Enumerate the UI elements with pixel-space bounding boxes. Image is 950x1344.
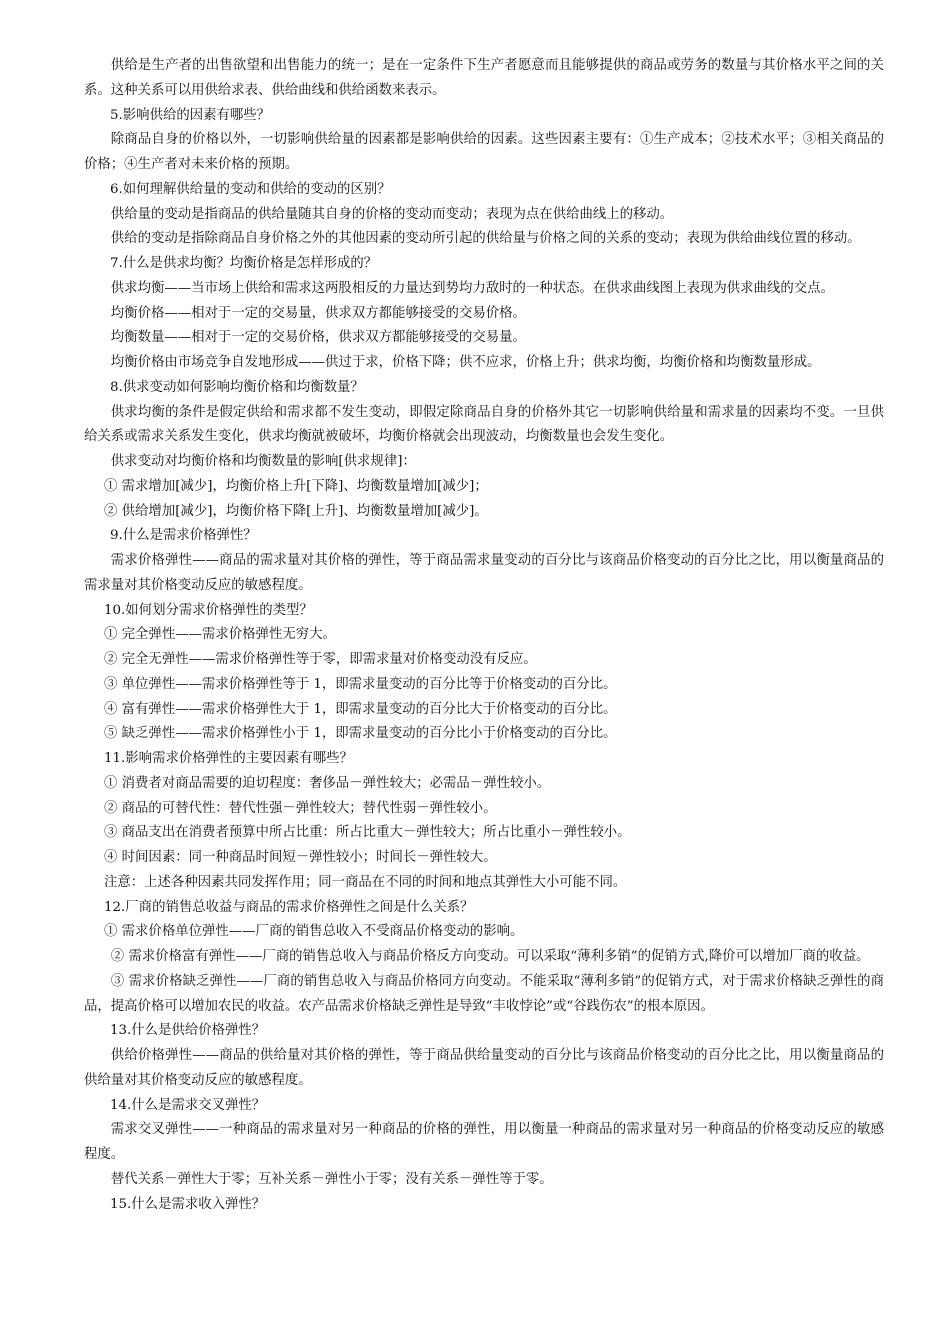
paragraph: 均衡价格——相对于一定的交易量，供求双方都能够接受的交易价格。 <box>110 305 526 321</box>
list-item: ④ 富有弹性——需求价格弹性大于 1，即需求量变动的百分比大于价格变动的百分比。 <box>104 701 617 717</box>
question-heading: 6.如何理解供给量的变动和供给的变动的区别？ <box>110 181 391 197</box>
paragraph: ② 需求价格富有弹性——厂商的销售总收入与商品价格反方向变动。可以采取“薄利多销”的促销方式,降价可以增加厂商的收益。 <box>110 949 870 964</box>
paragraph: 替代关系－弹性大于零；互补关系－弹性小于零；没有关系－弹性等于零。 <box>110 1171 553 1187</box>
list-item: 注意：上述各种因素共同发挥作用；同一商品在不同的时间和地点其弹性大小可能不同。 <box>104 874 627 890</box>
question-heading: 7.什么是供求均衡？均衡价格是怎样形成的？ <box>110 256 378 271</box>
question-heading: 13.什么是供给价格弹性？ <box>110 1023 266 1039</box>
paragraph: 均衡数量——相对于一定的交易价格，供求双方都能够接受的交易量。 <box>110 330 526 346</box>
paragraph: ③ 需求价格缺乏弹性——厂商的销售总收入与商品价格同方向变动。不能采取“薄利多销”的促销方式，对于需求价格缺乏弹性的商品，提高价格可以增加农民的收益。农产品需求价格缺乏弹性是导致“丰收悖论”或“谷践伤农”的根本原因。 <box>84 973 884 1014</box>
question-heading: 8.供求变动如何影响均衡价格和均衡数量？ <box>110 379 364 395</box>
list-item: ③ 单位弹性——需求价格弹性等于 1，即需求量变动的百分比等于价格变动的百分比。 <box>104 676 617 692</box>
paragraph: 均衡价格由市场竞争自发地形成——供过于求，价格下降；供不应求，价格上升；供求均衡，均衡价格和均衡数量形成。 <box>110 355 821 370</box>
list-item: ② 商品的可替代性：替代性强－弹性较大；替代性弱－弹性较小。 <box>104 800 497 816</box>
list-item: ④ 时间因素：同一种商品时间短－弹性较小；时间长－弹性较大。 <box>104 850 497 865</box>
question-heading: 9.什么是需求价格弹性？ <box>110 528 257 544</box>
question-heading: 15.什么是需求收入弹性？ <box>110 1196 266 1212</box>
list-item: ① 需求增加[减少]，均衡价格上升[下降]、均衡数量增加[减少]； <box>104 478 488 494</box>
paragraph: 供求变动对均衡价格和均衡数量的影响[供求规律]： <box>110 454 416 469</box>
paragraph: 供给量的变动是指商品的供给量随其自身的价格的变动而变动；表现为点在供给曲线上的移动。 <box>110 206 674 222</box>
list-item: 11.影响需求价格弹性的主要因素有哪些？ <box>104 751 353 766</box>
paragraph: 除商品自身的价格以外，一切影响供给量的因素都是影响供给的因素。这些因素主要有：①生产成本；②技术水平；③相关商品的价格；④生产者对未来价格的预期。 <box>84 132 884 172</box>
list-item: ② 供给增加[减少]，均衡价格下降[上升]、均衡数量增加[减少]。 <box>104 503 488 519</box>
paragraph: 供给是生产者的出售欲望和出售能力的统一；是在一定条件下生产者愿意而且能够提供的商品或劳务的数量与其价格水平之间的关系。这种关系可以用供给求表、供给曲线和供给函数来表示。 <box>84 58 884 98</box>
list-item: 10.如何划分需求价格弹性的类型？ <box>104 602 313 618</box>
list-item: ③ 商品支出在消费者预算中所占比重：所占比重大－弹性较大；所占比重小－弹性较小。 <box>104 825 631 841</box>
paragraph: 需求交叉弹性——一种商品的需求量对另一种商品的价格的弹性，用以衡量一种商品的需求量对另一种商品的价格变动反应的敏感程度。 <box>84 1122 884 1162</box>
paragraph: 供给价格弹性——商品的供给量对其价格的弹性，等于商品供给量变动的百分比与该商品价格变动的百分比之比，用以衡量商品的供给量对其价格变动反应的敏感程度。 <box>84 1048 884 1088</box>
list-item: ② 完全无弹性——需求价格弹性等于零，即需求量对价格变动没有反应。 <box>104 652 537 667</box>
list-item: ① 消费者对商品需要的迫切程度：奢侈品－弹性较大；必需品－弹性较小。 <box>104 775 551 791</box>
paragraph: 供求均衡——当市场上供给和需求这两股相反的力量达到势均力敌时的一种状态。在供求曲线图上表现为供求曲线的交点。 <box>110 280 834 296</box>
paragraph: 供求均衡的条件是假定供给和需求都不发生变动，即假定除商品自身的价格外其它一切影响供给量和需求量的因素均不变。一旦供给关系或需求关系发生变化，供求均衡就被破坏，均衡价格就会出现波动，均衡数量也会发生变化。 <box>84 404 884 445</box>
paragraph: 需求价格弹性——商品的需求量对其价格的弹性，等于商品需求量变动的百分比与该商品价格变动的百分比之比，用以衡量商品的需求量对其价格变动反应的敏感程度。 <box>84 553 884 593</box>
question-heading: 5.影响供给的因素有哪些？ <box>110 107 271 123</box>
list-item: ① 完全弹性——需求价格弹性无穷大。 <box>104 627 336 643</box>
document-body <box>84 54 884 1217</box>
paragraph: 供给的变动是指除商品自身价格之外的其他因素的变动所引起的供给量与价格之间的关系的变动；表现为供给曲线位置的移动。 <box>110 231 861 247</box>
list-item: ⑤ 缺乏弹性——需求价格弹性小于 1，即需求量变动的百分比小于价格变动的百分比。 <box>104 726 617 742</box>
question-heading: 14.什么是需求交叉弹性？ <box>110 1097 266 1113</box>
list-item: ① 需求价格单位弹性——厂商的销售总收入不受商品价格变动的影响。 <box>104 924 524 940</box>
list-item: 12.厂商的销售总收益与商品的需求价格弹性之间是什么关系？ <box>104 899 474 915</box>
